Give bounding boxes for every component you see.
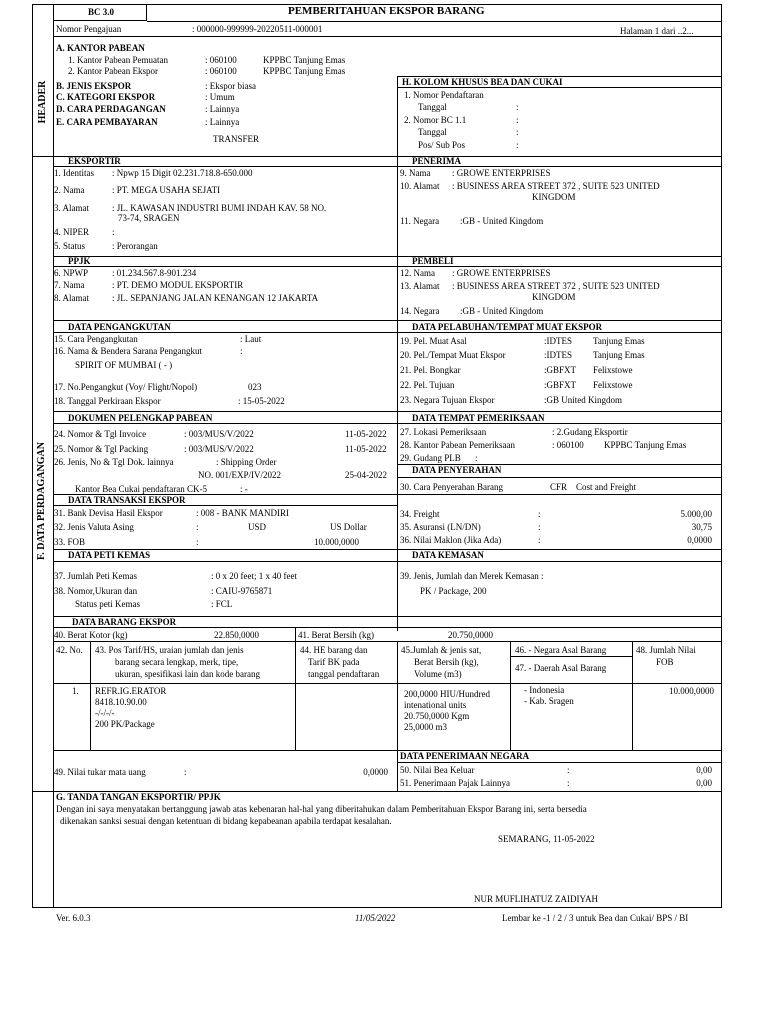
middle-divider-upper [397, 156, 398, 631]
fob-colon: : [196, 537, 199, 547]
kemasan-label: 39. Jenis, Jumlah dan Merek Kemasan : [400, 571, 544, 581]
item-desc-3: -/-/-/- [95, 708, 115, 718]
sarana-label: 16. Nama & Bendera Sarana Pengangkut [54, 346, 202, 356]
pajak-lain-label: 51. Penerimaan Pajak Lainnya [400, 778, 510, 788]
col-divider-45 [510, 641, 511, 750]
penerimaan-title: DATA PENERIMAAN NEGARA [400, 751, 530, 761]
invoice-label: 24. Nomor & Tgl Invoice [54, 429, 147, 439]
pelabuhan-title: DATA PELABUHAN/TEMPAT MUAT EKSPOR [412, 322, 603, 332]
eksportir-alamat-value1: : JL. KAWASAN INDUSTRI BUMI INDAH KAV. 58 NO. [112, 203, 327, 213]
cara-pembayaran-value: : Lainnya [205, 117, 240, 127]
packing-label: 25. Nomor & Tgl Packing [54, 444, 149, 454]
cara-pengangkutan-value: : Laut [240, 334, 262, 344]
maklon-label: 36. Nilai Maklon (Jika Ada) [400, 535, 502, 545]
item-qty-1: 200,0000 HIU/Hundred [404, 689, 490, 699]
pelabuhan-row-code: :IDTES [544, 350, 572, 360]
col-divider-42 [90, 641, 91, 750]
pembeli-alamat-value2: KINGDOM [532, 292, 576, 302]
col-divider-46 [632, 641, 633, 750]
col-divider-43 [295, 641, 296, 750]
penerima-nama-label: 9. Nama [400, 168, 431, 178]
pelabuhan-row-name: Tanjung Emas [593, 350, 645, 360]
jenis-ekspor-value: : Ekspor biasa [205, 81, 256, 91]
ppjk-alamat-label: 8. Alamat [54, 293, 89, 303]
item-negara: - Indonesia [524, 685, 565, 695]
dokumen-title-line [53, 423, 722, 424]
ppjk-nama-value: : PT. DEMO MODUL EKSPORTIR [112, 280, 244, 290]
kategori-ekspor-label: C. KATEGORI EKSPOR [56, 92, 156, 102]
pelabuhan-row-code: :GB United Kingdom [544, 395, 622, 405]
form-title: PEMBERITAHUAN EKSPOR BARANG [288, 5, 485, 17]
berat-bersih-label: 41. Berat Bersih (kg) [298, 630, 374, 640]
penyerahan-title: DATA PENYERAHAN [412, 465, 502, 475]
berat-kotor-label: 40. Berat Kotor (kg) [54, 630, 128, 640]
sarana-value: SPIRIT OF MUMBAI ( - ) [75, 360, 173, 370]
kantor-pemuatan-name: KPPBC Tanjung Emas [263, 55, 346, 65]
col-header-fob-1: 48. Jumlah Nilai [636, 645, 696, 655]
signer-name: NUR MUFLIHATUZ ZAIDIYAH [474, 894, 598, 904]
section-h-title: H. KOLOM KHUSUS BEA DAN CUKAI [402, 77, 563, 87]
jenis-ekspor-label: B. JENIS EKSPOR [56, 81, 132, 91]
kemasan-value: PK / Package, 200 [420, 586, 487, 596]
ppjk-npwp-label: 6. NPWP [54, 268, 89, 278]
jumlah-peti-value: : 0 x 20 feet; 1 x 40 feet [211, 571, 297, 581]
penerima-negara-value: :GB - United Kingdom [460, 216, 544, 226]
eksportir-alamat-value2: 73-74, SRAGEN [118, 213, 180, 223]
header-sub-line [53, 36, 722, 37]
pembeli-negara-label: 14. Negara [400, 306, 440, 316]
ppjk-title: PPJK [68, 256, 91, 266]
col-header-jumlah-1: 45.Jumlah & jenis sat, [401, 645, 482, 655]
freight-colon: : [538, 509, 541, 519]
eksportir-identitas-value: : Npwp 15 Digit 02.231.718.8-650.000 [112, 168, 253, 178]
cara-pembayaran-detail: TRANSFER [213, 134, 260, 144]
nomor-pendaftaran-label: 1. Nomor Pendaftaran [404, 90, 484, 100]
col-header-he-3: tanggal pendaftaran [308, 669, 380, 679]
col-header-46-line [510, 656, 632, 657]
pelabuhan-row-code: :IDTES [544, 336, 572, 346]
kantor-ekspor-name: KPPBC Tanjung Emas [263, 66, 346, 76]
gudang-plb-label: 29. Gudang PLB [400, 453, 461, 463]
pelabuhan-row-code: :GBFXT [544, 365, 577, 375]
kurs-colon: : [184, 767, 187, 777]
kategori-ekspor-value: : Umum [205, 92, 235, 102]
no-pengangkut-label: 17. No.Pengangkut (Voy/ Flight/Nopol) [54, 382, 198, 392]
asuransi-value: 30,75 [691, 522, 712, 532]
pelabuhan-row-name: Felixstowe [593, 365, 633, 375]
dok-lainnya-value2: NO. 001/EXP/IV/2022 [198, 470, 281, 480]
ppjk-alamat-value: : JL. SEPANJANG JALAN KENANGAN 12 JAKARTA [112, 293, 319, 303]
maklon-colon: : [538, 535, 541, 545]
kantor-pemeriksaan-label: 28. Kantor Pabean Pemeriksaan [400, 440, 515, 450]
footer-lembar: Lembar ke -1 / 2 / 3 untuk Bea dan Cukai/ BPS / BI [502, 913, 689, 923]
valuta-code: USD [248, 522, 267, 532]
peti-kemas-top-line [53, 549, 722, 550]
invoice-date: 11-05-2022 [345, 429, 387, 439]
gudang-plb-value: : [475, 453, 478, 463]
tanggal-pendaftaran-label: Tanggal [418, 102, 447, 112]
berat-bersih-value: 20.750,0000 [448, 630, 493, 640]
lokasi-pemeriksaan-label: 27. Lokasi Pemeriksaan [400, 427, 487, 437]
penerima-alamat-label: 10. Alamat [400, 181, 440, 191]
bank-devisa-label: 31. Bank Devisa Hasil Ekspor [54, 508, 163, 518]
col-header-he-1: 44. HE barang dan [300, 645, 368, 655]
pelabuhan-row-code: :GBFXT [544, 380, 577, 390]
fob-label: 33. FOB [54, 537, 86, 547]
pengangkutan-top-line [53, 320, 722, 321]
item-qty-3: 20.750,0000 Kgm [404, 711, 470, 721]
ppjk-npwp-value: : 01.234.567.8-901.234 [112, 268, 197, 278]
pembeli-negara-value: :GB - United Kingdom [460, 306, 544, 316]
penerima-negara-label: 11. Negara [400, 216, 440, 226]
col-header-daerah: 47. - Daerah Asal Barang [515, 663, 607, 673]
col-header-negara: 46. - Negara Asal Barang [515, 645, 607, 655]
status-peti-label: Status peti Kemas [75, 599, 140, 609]
pelabuhan-row-name: Tanjung Emas [593, 336, 645, 346]
signature-place-date: SEMARANG, 11-05-2022 [498, 834, 595, 844]
penerima-alamat-value2: KINGDOM [532, 192, 576, 202]
eksportir-alamat-label: 3. Alamat [54, 203, 89, 213]
kurs-value: 0,0000 [363, 767, 388, 777]
col-header-he-2: Tarif BK pada [308, 657, 360, 667]
pengangkutan-title: DATA PENGANGKUTAN [68, 322, 171, 332]
doc-code: BC 3.0 [88, 7, 115, 17]
invoice-value: : 003/MUS/V/2022 [184, 429, 254, 439]
penerima-title: PENERIMA [412, 156, 461, 166]
item-no: 1. [72, 686, 79, 696]
cara-pengangkutan-label: 15. Cara Pengangkutan [54, 334, 138, 344]
kantor-ekspor-label: 2. Kantor Pabean Ekspor [68, 66, 158, 76]
pelabuhan-row-name: Felixstowe [593, 380, 633, 390]
barang-title-line [53, 627, 722, 628]
eksportir-niper-value: : [112, 227, 115, 237]
freight-label: 34. Freight [400, 509, 440, 519]
footer-date: 11/05/2022 [355, 913, 396, 923]
nomor-bc11-colon: : [516, 115, 519, 125]
pembeli-nama-label: 12. Nama [400, 268, 435, 278]
lokasi-pemeriksaan-value: : 2.Gudang Eksportir [552, 427, 628, 437]
penerimaan-title-line [397, 762, 722, 763]
valuta-name: US Dollar [330, 522, 367, 532]
nomor-peti-label: 38. Nomor,Ukuran dan [54, 586, 138, 596]
penyerahan-title-line [397, 477, 722, 478]
dokumen-top-line [53, 411, 722, 412]
title-underline [147, 21, 722, 22]
col-header-fob-2: FOB [656, 657, 674, 667]
transaksi-title: DATA TRANSAKSI EKSPOR [68, 495, 186, 505]
ck5-label: Kantor Bea Cukai pendaftaran CK-5 [75, 484, 207, 494]
nomor-pengajuan-label: Nomor Pengajuan [56, 24, 122, 34]
transaksi-title-line [53, 505, 397, 506]
col-header-jumlah-2: Berat Bersih (kg), [414, 657, 479, 667]
pajak-lain-value: 0,00 [696, 778, 712, 788]
berat-divider [295, 627, 296, 641]
jumlah-peti-label: 37. Jumlah Peti Kemas [54, 571, 137, 581]
berat-kotor-value: 22.850,0000 [214, 630, 259, 640]
col-header-jumlah-3: Volume (m3) [414, 669, 462, 679]
kemasan-title: DATA KEMASAN [412, 550, 484, 560]
valuta-colon: : [196, 522, 199, 532]
footer-version: Ver. 6.0.3 [56, 913, 91, 923]
kantor-ekspor-code: : 060100 [205, 66, 237, 76]
nomor-peti-value: : CAIU-9765871 [211, 586, 273, 596]
tanggal-bc11-label: Tanggal [418, 127, 447, 137]
eksportir-niper-label: 4. NIPER [54, 227, 90, 237]
cara-perdagangan-value: : Lainnya [205, 104, 240, 114]
col-header-no: 42. No. [56, 645, 83, 655]
col-header-uraian-2: barang secara lengkap, merk, tipe, [115, 657, 239, 667]
bea-keluar-colon: : [567, 765, 570, 775]
penerimaan-divider [397, 750, 398, 791]
eksportir-title-line [53, 166, 722, 167]
penerima-nama-value: : GROWE ENTERPRISES [452, 168, 551, 178]
penyerahan-label: 30. Cara Penyerahan Barang [400, 482, 503, 492]
kurs-label: 49. Nilai tukar mata uang [54, 767, 146, 777]
eksportir-nama-value: : PT. MEGA USAHA SEJATI [112, 185, 221, 195]
item-qty-4: 25,0000 m3 [404, 722, 448, 732]
status-peti-value: : FCL [211, 599, 233, 609]
pelabuhan-row-label: 22. Pel. Tujuan [400, 380, 455, 390]
eksportir-status-label: 5. Status [54, 241, 86, 251]
packing-date: 11-05-2022 [345, 444, 387, 454]
cara-perdagangan-label: D. CARA PERDAGANGAN [56, 104, 166, 114]
trade-data-side-label: F. DATA PERDAGANGAN [36, 442, 47, 560]
page-indicator: Halaman 1 dari ..2... [620, 26, 694, 36]
tanggal-bc11-colon: : [516, 127, 519, 137]
signature-title: G. TANDA TANGAN EKSPORTIR/ PPJK [56, 792, 221, 802]
eksportir-identitas-label: 1. Identitas [54, 168, 94, 178]
pos-label: Pos/ Sub Pos [418, 140, 466, 150]
item-desc-2: 8418.10.90.00 [95, 697, 147, 707]
section-h-left-line [397, 76, 398, 156]
col-header-uraian-1: 43. Pos Tarif/HS, uraian jumlah dan jenis [95, 645, 244, 655]
barang-header-top-line [53, 641, 722, 642]
pelabuhan-row-label: 21. Pel. Bongkar [400, 365, 461, 375]
valuta-label: 32. Jenis Valuta Asing [54, 522, 134, 532]
eksportir-nama-label: 2. Nama [54, 185, 85, 195]
item-fob: 10.000,0000 [669, 686, 714, 696]
ppjk-nama-label: 7. Nama [54, 280, 85, 290]
tgl-ekspor-value: : 15-05-2022 [238, 396, 285, 406]
dok-lainnya-value1: : Shipping Order [216, 457, 277, 467]
dokumen-title: DOKUMEN PELENGKAP PABEAN [68, 413, 213, 423]
bea-keluar-value: 0,00 [696, 765, 712, 775]
ppjk-title-line [53, 266, 722, 267]
declaration-line-1: Dengan ini saya menyatakan bertanggung jawab atas kebenaran hal-hal yang diberitahukan dalam Pemberitahuan Ekspor Barang ini, serta bersedia [56, 804, 587, 814]
dok-lainnya-label: 26. Jenis, No & Tgl Dok. lainnya [54, 457, 174, 467]
item-desc-4: 200 PK/Package [95, 719, 155, 729]
cara-pembayaran-label: E. CARA PEMBAYARAN [56, 117, 158, 127]
col-header-uraian-3: ukuran, spesifikasi lain dan kode barang [115, 669, 260, 679]
sarana-colon: : [240, 346, 243, 356]
kantor-pemuatan-code: : 060100 [205, 55, 237, 65]
tgl-ekspor-label: 18. Tanggal Perkiraan Ekspor [54, 396, 161, 406]
pembeli-title: PEMBELI [412, 256, 454, 266]
kantor-pemeriksaan-name: KPPBC Tanjung Emas [604, 440, 687, 450]
item-daerah: - Kab. Sragen [524, 696, 574, 706]
kantor-pabean-title: A. KANTOR PABEAN [56, 43, 145, 53]
header-side-label: HEADER [37, 80, 48, 124]
item-row-top-line [53, 683, 722, 684]
item-desc-1: REFR.IG.ERATOR [95, 686, 167, 696]
ppjk-top-line [53, 256, 722, 257]
pembeli-alamat-label: 13. Alamat [400, 281, 440, 291]
packing-value: : 003/MUS/V/2022 [184, 444, 254, 454]
barang-title: DATA BARANG EKSPOR [72, 617, 177, 627]
kantor-pemeriksaan-code: : 060100 [552, 440, 584, 450]
pengangkutan-title-line [53, 332, 722, 333]
ck5-value: : - [240, 484, 248, 494]
peti-kemas-title: DATA PETI KEMAS [68, 550, 151, 560]
nomor-bc11-label: 2. Nomor BC 1.1 [404, 115, 467, 125]
item-qty-2: intenational units [404, 700, 467, 710]
penyerahan-value: Cost and Freight [576, 482, 636, 492]
nomor-pengajuan-value: : 000000-999999-20220511-000001 [192, 24, 323, 34]
penerima-alamat-value1: : BUSINESS AREA STREET 372 , SUITE 523 UNITED [452, 181, 660, 191]
header-bottom-line [32, 156, 722, 157]
eksportir-title: EKSPORTIR [68, 156, 121, 166]
fob-value: 10.000,0000 [314, 537, 359, 547]
tanggal-pendaftaran-colon: : [516, 102, 519, 112]
penyerahan-code: CFR [550, 482, 568, 492]
pembeli-nama-value: : GROWE ENTERPRISES [452, 268, 551, 278]
pembeli-alamat-value1: : BUSINESS AREA STREET 372 , SUITE 523 UNITED [452, 281, 660, 291]
no-pengangkut-value: 023 [248, 382, 262, 392]
col-divider-44 [397, 641, 398, 750]
peti-kemas-title-line [53, 561, 722, 562]
asuransi-colon: : [538, 522, 541, 532]
kantor-pemuatan-label: 1. Kantor Pabean Pemuatan [68, 55, 168, 65]
bank-devisa-value: : 008 - BANK MANDIRI [196, 508, 289, 518]
pajak-lain-colon: : [567, 778, 570, 788]
declaration-line-2: dikenakan sanksi sesuai dengan ketentuan di bidang kepabeanan apabila terdapat kesalahan. [60, 816, 392, 826]
pemeriksaan-title: DATA TEMPAT PEMERIKSAAN [412, 413, 545, 423]
penerimaan-top-line [53, 750, 722, 751]
pelabuhan-row-label: 19. Pel. Muat Asal [400, 336, 467, 346]
eksportir-status-value: : Perorangan [112, 241, 158, 251]
pos-colon: : [516, 140, 519, 150]
bea-keluar-label: 50. Nilai Bea Keluar [400, 765, 475, 775]
pelabuhan-row-label: 20. Pel./Tempat Muat Ekspor [400, 350, 506, 360]
asuransi-label: 35. Asuransi (LN/DN) [400, 522, 481, 532]
pelabuhan-row-label: 23. Negara Tujuan Ekspor [400, 395, 495, 405]
maklon-value: 0,0000 [687, 535, 712, 545]
dok-lainnya-date: 25-04-2022 [345, 470, 387, 480]
freight-value: 5.000,00 [680, 509, 712, 519]
